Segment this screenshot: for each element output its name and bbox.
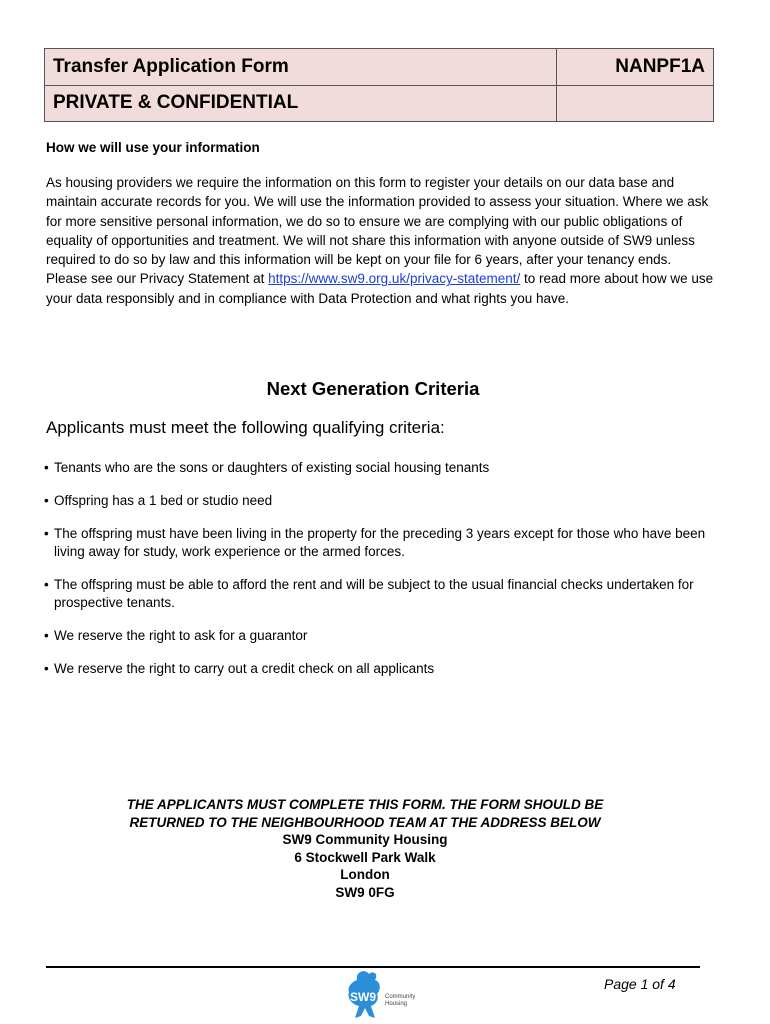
confidential-label: PRIVATE & CONFIDENTIAL	[45, 85, 557, 122]
criteria-item: • The offspring must be able to afford the rent and will be subject to the usual financial checks undertaken for prospective tenants.	[44, 577, 694, 610]
empty-cell	[557, 85, 714, 122]
criteria-list	[44, 459, 716, 693]
criteria-intro: Applicants must meet the following qualifying criteria:	[46, 418, 445, 437]
bullet-icon: •	[44, 526, 49, 541]
criteria-item: • We reserve the right to ask for a guarantor	[44, 628, 308, 643]
bullet-icon: •	[44, 577, 49, 592]
form-title: Transfer Application Form	[45, 49, 557, 86]
bullet-icon: •	[44, 493, 49, 508]
criteria-title: Next Generation Criteria	[266, 378, 480, 399]
notice-line-2: RETURNED TO THE NEIGHBOURHOOD TEAM AT THE ADDRESS BELOW	[129, 814, 601, 830]
notice-org: SW9 Community Housing	[282, 832, 448, 847]
logo-sub-community: Community	[385, 994, 415, 1000]
criteria-item: • Offspring has a 1 bed or studio need	[44, 493, 273, 508]
notice-line-1: THE APPLICANTS MUST COMPLETE THIS FORM. THE FORM SHOULD BE	[126, 797, 604, 812]
bullet-icon: •	[44, 661, 49, 676]
logo-text: SW9	[349, 990, 377, 1004]
criteria-item: • Tenants who are the sons or daughters of existing social housing tenants	[44, 460, 490, 475]
logo-sub-housing: Housing	[385, 1001, 408, 1007]
sw9-logo	[335, 968, 415, 1024]
bullet-icon: •	[44, 460, 49, 475]
page-number: Page 1 of 4	[604, 976, 676, 992]
info-paragraph	[46, 173, 716, 308]
criteria-item: • The offspring must have been living in the property for the preceding 3 years except for those who have been living away for study, work experience or the armed forces.	[44, 526, 706, 559]
header-table	[44, 48, 714, 122]
return-notice	[0, 796, 730, 901]
privacy-statement-link[interactable]: https://www.sw9.org.uk/privacy-statement/	[268, 271, 521, 287]
notice-city: London	[340, 867, 390, 882]
notice-street: 6 Stockwell Park Walk	[294, 849, 436, 865]
notice-postcode: SW9 0FG	[335, 884, 395, 900]
info-text-after-link: to read more about how we use your data responsibly and in compliance with Data Protection and what rights you have.	[46, 271, 714, 306]
form-code: NANPF1A	[557, 49, 714, 86]
criteria-item: • We reserve the right to carry out a credit check on all applicants	[44, 661, 435, 676]
info-heading: How we will use your information	[46, 140, 260, 155]
bullet-icon: •	[44, 628, 49, 643]
info-text-before-link: As housing providers we require the information on this form to register your details on our data base and maintain accurate records for you. We will use the information provided to assess your situation. Where we ask for more sensitive personal information, we do so to ensure we are complying with our public obligations of equality of opportunities and treatment. We will not share this information with anyone outside of SW9 unless required to do so by law and this information will be kept on your file for 6 years, after your tenancy ends. Please see our Privacy Statement at	[46, 175, 709, 287]
